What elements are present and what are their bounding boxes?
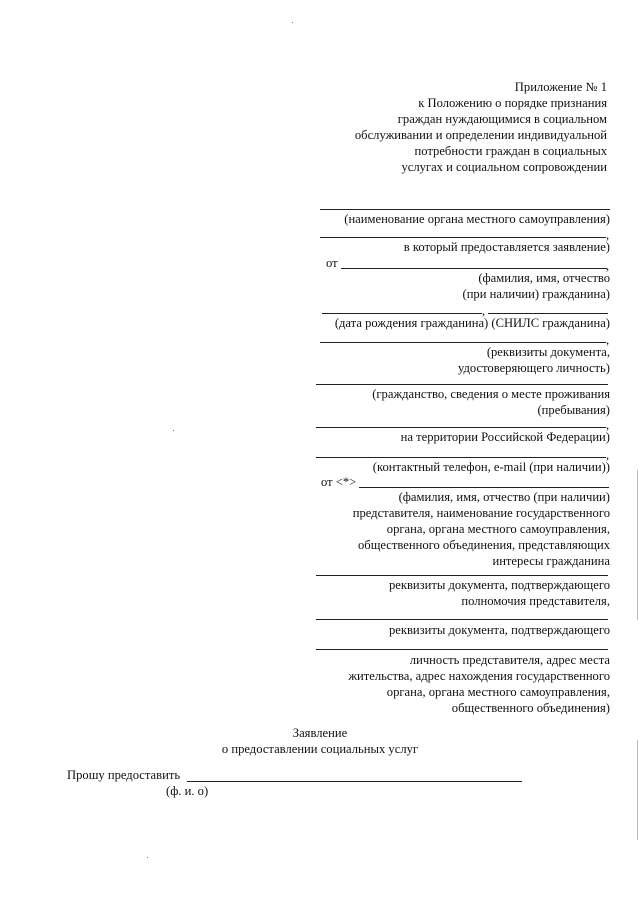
citizenship-line[interactable] <box>316 384 608 385</box>
appendix-line: потребности граждан в социальных <box>414 144 607 158</box>
organ-caption: (наименование органа местного самоуправления) <box>344 212 610 226</box>
scan-edge <box>637 740 638 840</box>
contact-caption: (контактный телефон, e-mail (при наличии)) <box>372 460 610 474</box>
appendix-line: граждан нуждающимися в социальном <box>397 112 607 126</box>
representative-line[interactable] <box>359 487 609 488</box>
comma: , <box>606 418 610 432</box>
citizenship-caption: (гражданство, сведения о месте проживания <box>372 387 610 401</box>
identity-doc-line[interactable] <box>320 342 606 343</box>
appendix-title: Приложение № 1 <box>514 80 607 94</box>
comma: , <box>482 304 486 318</box>
rep-caption-line: представителя, наименование государственного <box>352 506 610 520</box>
contact-line[interactable] <box>316 457 606 458</box>
rep-identity-caption-tail: органа, органа местного самоуправления, <box>386 685 610 699</box>
territory-caption: на территории Российской Федерации) <box>400 430 610 444</box>
request-label: Прошу предоставить <box>67 768 181 782</box>
appendix-line: услугах и социальном сопровождении <box>401 160 607 174</box>
rep-identity-caption: реквизиты документа, подтверждающего <box>388 623 610 637</box>
scan-speck <box>173 430 174 431</box>
appendix-line: обслуживании и определении индивидуальной <box>354 128 607 142</box>
rep-caption-line: общественного объединения, представляющих <box>357 538 610 552</box>
comma: , <box>606 259 610 273</box>
rep-caption-line: органа, органа местного самоуправления, <box>386 522 610 536</box>
scan-speck <box>292 22 293 23</box>
authority-doc-line[interactable] <box>316 575 608 576</box>
scan-speck <box>147 857 148 858</box>
rep-identity-line[interactable] <box>316 619 608 620</box>
comma: , <box>606 333 610 347</box>
from-label: от <box>326 256 338 270</box>
comma: , <box>606 228 610 242</box>
request-fio-line[interactable] <box>187 781 522 782</box>
citizenship-caption-2: (пребывания) <box>537 403 610 417</box>
organ-name-line-2[interactable] <box>320 237 606 238</box>
fio-caption-2: (при наличии) гражданина) <box>462 287 610 301</box>
where-caption: в который предоставляется заявление) <box>403 240 610 254</box>
rep-identity-caption-tail: общественного объединения) <box>451 701 610 715</box>
fio-caption: (фамилия, имя, отчество <box>478 271 610 285</box>
identity-doc-caption-2: удостоверяющего личность) <box>457 361 610 375</box>
birth-snils-caption: (дата рождения гражданина) (СНИЛС гражданина) <box>334 316 610 330</box>
territory-line[interactable] <box>316 427 606 428</box>
birth-date-line[interactable] <box>322 313 482 314</box>
comma: , <box>606 448 610 462</box>
identity-doc-caption: (реквизиты документа, <box>486 345 610 359</box>
rep-caption-line: (фамилия, имя, отчество (при наличии) <box>398 490 610 504</box>
applicant-fio-line[interactable] <box>341 268 607 269</box>
rep-caption-line: интересы гражданина <box>492 554 610 568</box>
authority-caption: реквизиты документа, подтверждающего <box>388 578 610 592</box>
document-subtitle: о предоставлении социальных услуг <box>221 742 419 756</box>
appendix-line: к Положению о порядке признания <box>418 96 607 110</box>
request-caption: (ф. и. о) <box>166 784 209 798</box>
document-title: Заявление <box>292 726 348 740</box>
rep-identity-caption-tail: жительства, адрес нахождения государственного <box>348 669 610 683</box>
rep-identity-caption-tail: личность представителя, адрес места <box>409 653 610 667</box>
rep-address-line[interactable] <box>316 649 608 650</box>
authority-caption-2: полномочия представителя, <box>461 594 610 608</box>
organ-name-line[interactable] <box>320 209 610 210</box>
scan-edge <box>637 470 638 620</box>
from-rep-label: от <*> <box>321 475 357 489</box>
snils-line[interactable] <box>488 313 608 314</box>
